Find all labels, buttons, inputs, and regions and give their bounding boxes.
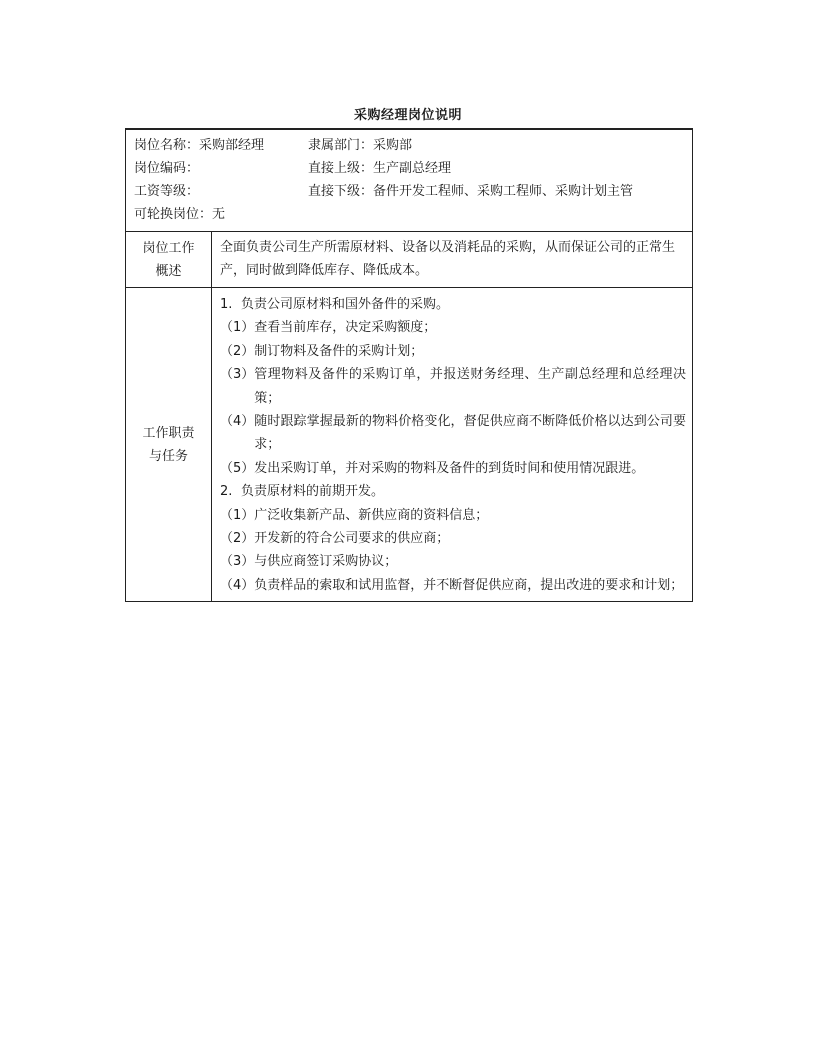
- job-description-table: [125, 128, 693, 602]
- duty-text: 随时跟踪掌握最新的物料价格变化，督促供应商不断降低价格以达到公司要求；: [254, 414, 686, 453]
- duty-marker: （4）: [220, 577, 255, 593]
- duty-item: [220, 457, 686, 480]
- duty-text: 负责原材料的前期开发。: [241, 484, 385, 500]
- duty-marker: （3）: [220, 367, 255, 383]
- duty-item: [220, 527, 686, 550]
- rotation-positions: 可轮换岗位：无: [134, 207, 226, 222]
- summary-label-line2: 概述: [155, 263, 182, 279]
- duty-item: [220, 574, 686, 597]
- duty-item: [220, 410, 686, 457]
- direct-superior: 直接上级：生产副总经理: [308, 161, 452, 176]
- duty-item: [220, 480, 686, 503]
- basic-info-row: [126, 129, 693, 232]
- summary-row: [126, 232, 693, 288]
- duties-label-line2: 与任务: [148, 448, 188, 464]
- duty-text: 负责公司原材料和国外备件的采购。: [241, 297, 450, 312]
- duty-marker: （2）: [220, 531, 255, 547]
- duty-marker: （5）: [220, 460, 255, 476]
- duty-text: 负责样品的索取和试用监督，并不断督促供应商，提出改进的要求和计划；: [254, 577, 684, 593]
- salary-grade: 工资等级：: [134, 184, 200, 199]
- duty-item: [220, 550, 686, 573]
- info-line-1: [134, 134, 684, 157]
- duties-list: [212, 288, 693, 602]
- direct-subordinates: 直接下级：备件开发工程师、采购工程师、采购计划主管: [308, 184, 634, 199]
- duty-marker: （3）: [220, 554, 255, 570]
- duty-text: 查看当前库存，决定采购额度；: [254, 320, 437, 336]
- duties-label-cell: [126, 288, 212, 602]
- duty-marker: 1.: [220, 297, 233, 312]
- duty-text: 与供应商签订采购协议；: [254, 554, 398, 570]
- summary-label-line1: 岗位工作: [142, 240, 195, 256]
- duty-item: [220, 340, 686, 363]
- department: 隶属部门：采购部: [308, 138, 413, 153]
- position-code: 岗位编码：: [134, 161, 200, 176]
- summary-text: 全面负责公司生产所需原材料、设备以及消耗品的采购，从而保证公司的正常生产，同时做到降低库存、降低成本。: [212, 232, 693, 288]
- duty-item: [220, 316, 686, 339]
- duty-text: 开发新的符合公司要求的供应商；: [254, 531, 450, 547]
- duty-text: 制订物料及备件的采购计划；: [254, 343, 424, 359]
- basic-info-cell: [126, 129, 693, 232]
- info-line-4: [134, 203, 684, 226]
- duty-item: [220, 293, 686, 316]
- duty-text: 管理物料及备件的采购订单，并报送财务经理、生产副总经理和总经理决策；: [254, 367, 686, 406]
- duty-marker: （4）: [220, 414, 255, 430]
- duty-marker: 2.: [220, 484, 233, 500]
- duty-marker: （1）: [220, 507, 255, 523]
- duties-label-line1: 工作职责: [142, 425, 195, 441]
- position-name: 岗位名称：采购部经理: [134, 138, 265, 153]
- document-title: 采购经理岗位说明: [353, 108, 462, 123]
- info-line-3: [134, 180, 684, 203]
- duty-text: 广泛收集新产品、新供应商的资料信息；: [254, 507, 489, 523]
- duty-item: [220, 363, 686, 410]
- info-line-2: [134, 157, 684, 180]
- duty-marker: （1）: [220, 320, 255, 336]
- duty-item: [220, 504, 686, 527]
- duty-marker: （2）: [220, 343, 255, 359]
- summary-label-cell: [126, 232, 212, 288]
- duties-row: [126, 288, 693, 602]
- duty-text: 发出采购订单，并对采购的物料及备件的到货时间和使用情况跟进。: [254, 460, 645, 476]
